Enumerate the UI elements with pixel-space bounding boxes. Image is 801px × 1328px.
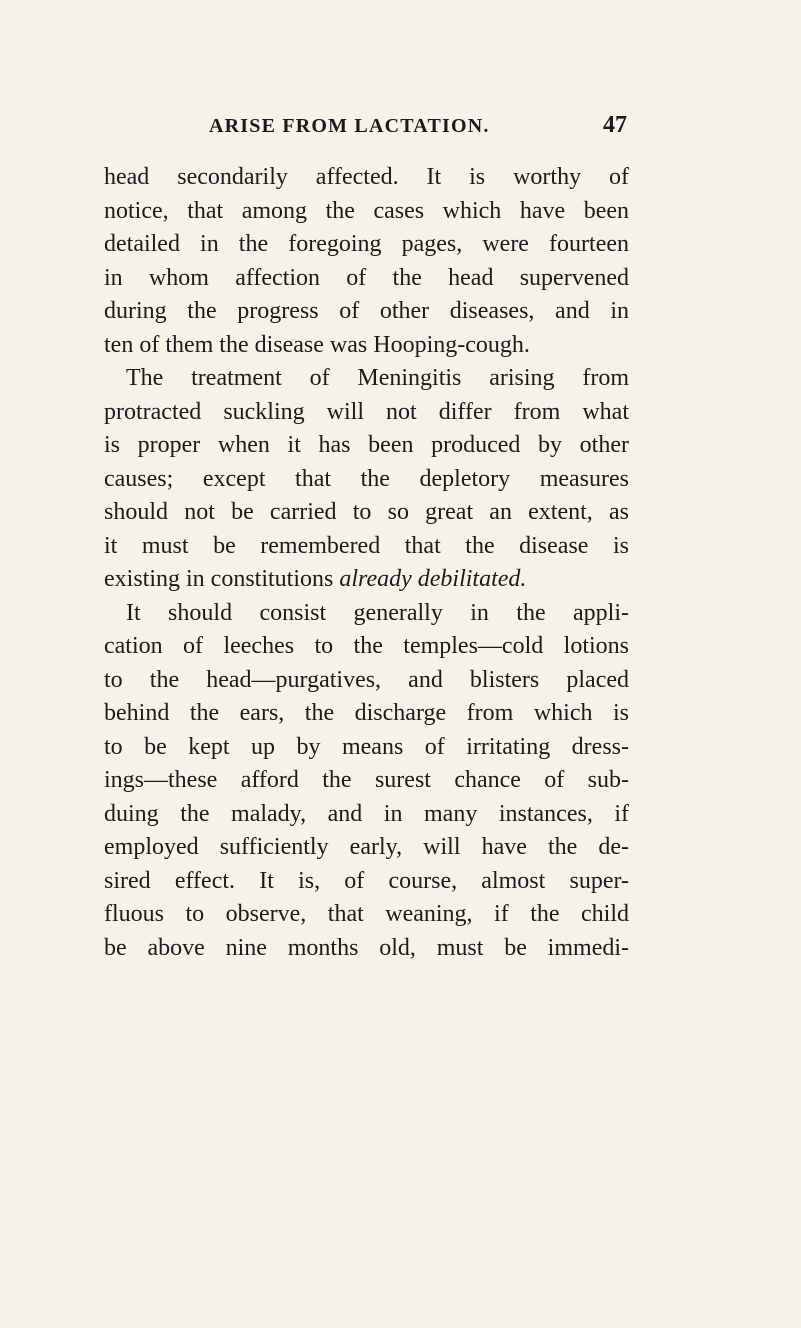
text-line: employed sufficiently early, will have the de-	[104, 834, 629, 860]
text-line: protracted suckling will not differ from what	[104, 398, 629, 425]
text-line-with-italic	[104, 563, 629, 597]
text-line: duing the malady, and in many instances, if	[104, 800, 629, 827]
text-line: is proper when it has been produced by other	[104, 432, 629, 458]
running-title: ARISE FROM LACTATION.	[209, 115, 490, 137]
text-line: causes; except that the depletory measures	[104, 465, 629, 492]
page-number: 47	[603, 112, 627, 138]
text-line: notice, that among the cases which have been	[104, 197, 629, 224]
text-line: fluous to observe, that weaning, if the child	[104, 901, 629, 927]
text-line: during the progress of other diseases, and in	[104, 298, 629, 324]
text-line: in whom affection of the head supervened	[104, 264, 629, 291]
text-line: sired effect. It is, of course, almost super-	[104, 867, 629, 894]
italic-phrase: already debilitated.	[339, 566, 527, 592]
text-line: behind the ears, the discharge from which is	[104, 700, 629, 726]
text-line: It should consist generally in the appli-	[126, 599, 629, 626]
running-head	[209, 112, 627, 145]
text-line: to the head—purgatives, and blisters placed	[104, 666, 629, 693]
body-text	[104, 161, 629, 965]
text-segment: existing in constitutions	[104, 566, 340, 592]
text-line: it must be remembered that the disease is	[104, 532, 629, 559]
text-line: be above nine months old, must be immedi-	[104, 934, 629, 961]
text-line: to be kept up by means of irritating dress-	[104, 733, 629, 760]
text-line: should not be carried to so great an extent, as	[104, 499, 629, 525]
text-line: ings—these afford the surest chance of sub-	[104, 767, 629, 793]
text-line: The treatment of Meningitis arising from	[126, 365, 629, 391]
text-line: cation of leeches to the temples—cold lotions	[104, 633, 629, 659]
text-line: detailed in the foregoing pages, were fourteen	[104, 231, 629, 257]
text-line: ten of them the disease was Hooping-cough.	[104, 331, 530, 358]
text-line: head secondarily affected. It is worthy of	[104, 164, 629, 190]
